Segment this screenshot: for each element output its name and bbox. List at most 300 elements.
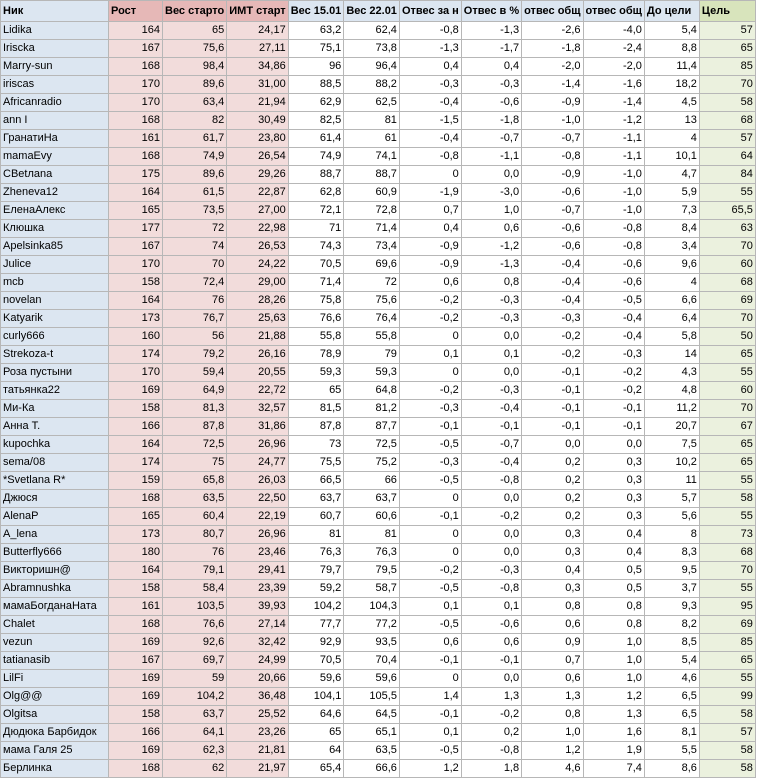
cell-col-height[interactable]: 170 bbox=[109, 94, 163, 112]
cell-col-to-goal[interactable]: 13 bbox=[644, 112, 699, 130]
cell-col-weight-15-01[interactable]: 104,1 bbox=[288, 688, 344, 706]
cell-col-weight-22-01[interactable]: 66 bbox=[344, 472, 400, 490]
cell-col-height[interactable]: 167 bbox=[109, 238, 163, 256]
cell-col-goal[interactable]: 99 bbox=[699, 688, 755, 706]
cell-col-weight-15-01[interactable]: 88,7 bbox=[288, 166, 344, 184]
column-header-col-loss-week[interactable]: Отвес за н bbox=[399, 1, 461, 22]
cell-col-weight-22-01[interactable]: 105,5 bbox=[344, 688, 400, 706]
cell-col-loss-total[interactable]: -0,4 bbox=[522, 292, 583, 310]
cell-col-start-bmi[interactable]: 24,22 bbox=[227, 256, 288, 274]
cell-col-weight-22-01[interactable]: 64,5 bbox=[344, 706, 400, 724]
cell-col-weight-22-01[interactable]: 63,5 bbox=[344, 742, 400, 760]
cell-col-start-bmi[interactable]: 22,19 bbox=[227, 508, 288, 526]
cell-col-loss-total[interactable]: 1,3 bbox=[522, 688, 583, 706]
cell-col-loss-total[interactable]: -0,8 bbox=[522, 148, 583, 166]
cell-col-start-bmi[interactable]: 26,03 bbox=[227, 472, 288, 490]
cell-col-goal[interactable]: 55 bbox=[699, 508, 755, 526]
cell-col-loss-percent[interactable]: -3,0 bbox=[461, 184, 521, 202]
cell-col-nick[interactable]: Роза пустыни bbox=[1, 364, 109, 382]
cell-col-loss-total-percent[interactable]: 1,0 bbox=[583, 670, 644, 688]
cell-col-loss-total[interactable]: 0,2 bbox=[522, 508, 583, 526]
cell-col-nick[interactable]: Apelsinka85 bbox=[1, 238, 109, 256]
cell-col-start-weight[interactable]: 72,5 bbox=[163, 436, 227, 454]
cell-col-goal[interactable]: 65 bbox=[699, 436, 755, 454]
cell-col-start-bmi[interactable]: 32,42 bbox=[227, 634, 288, 652]
cell-col-loss-percent[interactable]: -0,8 bbox=[461, 472, 521, 490]
cell-col-start-weight[interactable]: 64,9 bbox=[163, 382, 227, 400]
cell-col-loss-total-percent[interactable]: -0,4 bbox=[583, 328, 644, 346]
cell-col-goal[interactable]: 70 bbox=[699, 310, 755, 328]
cell-col-nick[interactable]: vezun bbox=[1, 634, 109, 652]
cell-col-start-bmi[interactable]: 24,77 bbox=[227, 454, 288, 472]
cell-col-loss-total[interactable]: -1,8 bbox=[522, 40, 583, 58]
cell-col-loss-total[interactable]: 1,0 bbox=[522, 724, 583, 742]
cell-col-loss-percent[interactable]: 0,0 bbox=[461, 490, 521, 508]
cell-col-weight-22-01[interactable]: 75,6 bbox=[344, 292, 400, 310]
cell-col-loss-percent[interactable]: -0,3 bbox=[461, 76, 521, 94]
cell-col-nick[interactable]: Берлинка bbox=[1, 760, 109, 778]
cell-col-loss-total-percent[interactable]: -4,0 bbox=[583, 22, 644, 40]
cell-col-loss-total[interactable]: 0,3 bbox=[522, 544, 583, 562]
cell-col-loss-percent[interactable]: -0,1 bbox=[461, 418, 521, 436]
column-header-col-to-goal[interactable]: До цели bbox=[644, 1, 699, 22]
column-header-col-weight-22-01[interactable]: Вес 22.01 bbox=[344, 1, 400, 22]
cell-col-start-bmi[interactable]: 25,52 bbox=[227, 706, 288, 724]
cell-col-height[interactable]: 174 bbox=[109, 346, 163, 364]
cell-col-start-bmi[interactable]: 30,49 bbox=[227, 112, 288, 130]
column-header-col-loss-total[interactable]: отвес общ bbox=[522, 1, 583, 22]
cell-col-loss-total[interactable]: 0,7 bbox=[522, 652, 583, 670]
cell-col-loss-week[interactable]: 0,6 bbox=[399, 274, 461, 292]
cell-col-weight-22-01[interactable]: 74,1 bbox=[344, 148, 400, 166]
cell-col-loss-total-percent[interactable]: -1,1 bbox=[583, 148, 644, 166]
cell-col-loss-total[interactable]: 0,0 bbox=[522, 436, 583, 454]
cell-col-loss-week[interactable]: 0 bbox=[399, 328, 461, 346]
cell-col-height[interactable]: 167 bbox=[109, 40, 163, 58]
cell-col-to-goal[interactable]: 4,8 bbox=[644, 382, 699, 400]
cell-col-start-bmi[interactable]: 26,16 bbox=[227, 346, 288, 364]
cell-col-goal[interactable]: 73 bbox=[699, 526, 755, 544]
cell-col-weight-15-01[interactable]: 62,9 bbox=[288, 94, 344, 112]
cell-col-start-weight[interactable]: 80,7 bbox=[163, 526, 227, 544]
cell-col-weight-15-01[interactable]: 59,2 bbox=[288, 580, 344, 598]
cell-col-to-goal[interactable]: 14 bbox=[644, 346, 699, 364]
cell-col-weight-15-01[interactable]: 74,9 bbox=[288, 148, 344, 166]
cell-col-start-weight[interactable]: 69,7 bbox=[163, 652, 227, 670]
cell-col-to-goal[interactable]: 4,3 bbox=[644, 364, 699, 382]
cell-col-height[interactable]: 166 bbox=[109, 418, 163, 436]
cell-col-start-weight[interactable]: 98,4 bbox=[163, 58, 227, 76]
cell-col-nick[interactable]: Ми-Ка bbox=[1, 400, 109, 418]
cell-col-loss-percent[interactable]: 0,8 bbox=[461, 274, 521, 292]
cell-col-loss-total-percent[interactable]: -0,5 bbox=[583, 292, 644, 310]
cell-col-loss-total-percent[interactable]: 0,4 bbox=[583, 526, 644, 544]
cell-col-start-bmi[interactable]: 24,99 bbox=[227, 652, 288, 670]
cell-col-loss-total[interactable]: -0,2 bbox=[522, 346, 583, 364]
cell-col-loss-week[interactable]: -0,8 bbox=[399, 148, 461, 166]
cell-col-loss-week[interactable]: -0,1 bbox=[399, 508, 461, 526]
cell-col-loss-total-percent[interactable]: -1,0 bbox=[583, 202, 644, 220]
cell-col-to-goal[interactable]: 5,7 bbox=[644, 490, 699, 508]
cell-col-goal[interactable]: 55 bbox=[699, 184, 755, 202]
cell-col-weight-15-01[interactable]: 65 bbox=[288, 724, 344, 742]
cell-col-loss-total-percent[interactable]: -1,0 bbox=[583, 166, 644, 184]
cell-col-start-weight[interactable]: 58,4 bbox=[163, 580, 227, 598]
cell-col-nick[interactable]: Lidika bbox=[1, 22, 109, 40]
cell-col-weight-15-01[interactable]: 87,8 bbox=[288, 418, 344, 436]
cell-col-loss-total-percent[interactable]: 0,5 bbox=[583, 562, 644, 580]
cell-col-height[interactable]: 170 bbox=[109, 76, 163, 94]
cell-col-loss-total[interactable]: 0,6 bbox=[522, 616, 583, 634]
cell-col-weight-15-01[interactable]: 71 bbox=[288, 220, 344, 238]
cell-col-start-weight[interactable]: 63,4 bbox=[163, 94, 227, 112]
cell-col-weight-22-01[interactable]: 96,4 bbox=[344, 58, 400, 76]
cell-col-start-bmi[interactable]: 27,14 bbox=[227, 616, 288, 634]
cell-col-weight-22-01[interactable]: 55,8 bbox=[344, 328, 400, 346]
cell-col-height[interactable]: 168 bbox=[109, 490, 163, 508]
cell-col-weight-15-01[interactable]: 104,2 bbox=[288, 598, 344, 616]
cell-col-loss-week[interactable]: 0 bbox=[399, 544, 461, 562]
cell-col-to-goal[interactable]: 8,3 bbox=[644, 544, 699, 562]
cell-col-weight-15-01[interactable]: 63,7 bbox=[288, 490, 344, 508]
cell-col-start-weight[interactable]: 63,5 bbox=[163, 490, 227, 508]
cell-col-loss-total-percent[interactable]: 0,3 bbox=[583, 454, 644, 472]
cell-col-weight-15-01[interactable]: 78,9 bbox=[288, 346, 344, 364]
cell-col-start-bmi[interactable]: 23,80 bbox=[227, 130, 288, 148]
cell-col-loss-percent[interactable]: -0,3 bbox=[461, 310, 521, 328]
cell-col-start-bmi[interactable]: 23,26 bbox=[227, 724, 288, 742]
cell-col-weight-15-01[interactable]: 70,5 bbox=[288, 652, 344, 670]
cell-col-loss-percent[interactable]: 1,3 bbox=[461, 688, 521, 706]
cell-col-loss-total[interactable]: -0,6 bbox=[522, 184, 583, 202]
cell-col-loss-total-percent[interactable]: 0,3 bbox=[583, 490, 644, 508]
cell-col-loss-total-percent[interactable]: 1,9 bbox=[583, 742, 644, 760]
cell-col-to-goal[interactable]: 20,7 bbox=[644, 418, 699, 436]
cell-col-goal[interactable]: 68 bbox=[699, 274, 755, 292]
cell-col-loss-total[interactable]: 0,8 bbox=[522, 598, 583, 616]
cell-col-weight-22-01[interactable]: 61 bbox=[344, 130, 400, 148]
cell-col-goal[interactable]: 70 bbox=[699, 76, 755, 94]
cell-col-loss-percent[interactable]: -0,2 bbox=[461, 508, 521, 526]
cell-col-to-goal[interactable]: 8,1 bbox=[644, 724, 699, 742]
cell-col-loss-percent[interactable]: -1,3 bbox=[461, 22, 521, 40]
cell-col-loss-week[interactable]: -1,5 bbox=[399, 112, 461, 130]
cell-col-to-goal[interactable]: 8,6 bbox=[644, 760, 699, 778]
column-header-col-start-weight[interactable]: Вес старто bbox=[163, 1, 227, 22]
cell-col-loss-week[interactable]: -0,5 bbox=[399, 616, 461, 634]
cell-col-loss-week[interactable]: -0,9 bbox=[399, 256, 461, 274]
cell-col-weight-22-01[interactable]: 79,5 bbox=[344, 562, 400, 580]
cell-col-loss-percent[interactable]: -0,8 bbox=[461, 580, 521, 598]
cell-col-loss-week[interactable]: 0 bbox=[399, 166, 461, 184]
cell-col-loss-percent[interactable]: -0,4 bbox=[461, 454, 521, 472]
cell-col-loss-percent[interactable]: -1,7 bbox=[461, 40, 521, 58]
cell-col-start-weight[interactable]: 76 bbox=[163, 544, 227, 562]
cell-col-weight-22-01[interactable]: 66,6 bbox=[344, 760, 400, 778]
cell-col-start-bmi[interactable]: 23,39 bbox=[227, 580, 288, 598]
cell-col-loss-total-percent[interactable]: 0,4 bbox=[583, 544, 644, 562]
cell-col-loss-total[interactable]: -0,4 bbox=[522, 274, 583, 292]
cell-col-loss-week[interactable]: 0,1 bbox=[399, 724, 461, 742]
cell-col-nick[interactable]: Клюшка bbox=[1, 220, 109, 238]
cell-col-loss-week[interactable]: -0,3 bbox=[399, 76, 461, 94]
cell-col-loss-total[interactable]: -0,1 bbox=[522, 382, 583, 400]
cell-col-weight-22-01[interactable]: 75,2 bbox=[344, 454, 400, 472]
cell-col-loss-week[interactable]: 1,4 bbox=[399, 688, 461, 706]
cell-col-loss-total-percent[interactable]: 0,3 bbox=[583, 508, 644, 526]
cell-col-loss-total-percent[interactable]: 1,2 bbox=[583, 688, 644, 706]
cell-col-nick[interactable]: Katyarik bbox=[1, 310, 109, 328]
cell-col-loss-total[interactable]: -0,1 bbox=[522, 364, 583, 382]
cell-col-height[interactable]: 168 bbox=[109, 760, 163, 778]
cell-col-loss-total-percent[interactable]: -0,2 bbox=[583, 382, 644, 400]
cell-col-weight-15-01[interactable]: 60,7 bbox=[288, 508, 344, 526]
cell-col-height[interactable]: 180 bbox=[109, 544, 163, 562]
cell-col-nick[interactable]: mamaEvy bbox=[1, 148, 109, 166]
cell-col-height[interactable]: 166 bbox=[109, 724, 163, 742]
cell-col-nick[interactable]: Zheneva12 bbox=[1, 184, 109, 202]
cell-col-height[interactable]: 170 bbox=[109, 364, 163, 382]
cell-col-start-bmi[interactable]: 21,97 bbox=[227, 760, 288, 778]
cell-col-nick[interactable]: татьянка22 bbox=[1, 382, 109, 400]
cell-col-start-weight[interactable]: 74 bbox=[163, 238, 227, 256]
cell-col-start-weight[interactable]: 104,2 bbox=[163, 688, 227, 706]
cell-col-loss-week[interactable]: 0,7 bbox=[399, 202, 461, 220]
cell-col-height[interactable]: 169 bbox=[109, 670, 163, 688]
cell-col-nick[interactable]: sema/08 bbox=[1, 454, 109, 472]
cell-col-loss-total-percent[interactable]: -0,2 bbox=[583, 364, 644, 382]
cell-col-loss-total[interactable]: -0,6 bbox=[522, 220, 583, 238]
cell-col-to-goal[interactable]: 8,5 bbox=[644, 634, 699, 652]
cell-col-height[interactable]: 158 bbox=[109, 706, 163, 724]
cell-col-height[interactable]: 168 bbox=[109, 616, 163, 634]
cell-col-to-goal[interactable]: 8,2 bbox=[644, 616, 699, 634]
cell-col-start-bmi[interactable]: 29,41 bbox=[227, 562, 288, 580]
cell-col-start-weight[interactable]: 81,3 bbox=[163, 400, 227, 418]
cell-col-to-goal[interactable]: 6,6 bbox=[644, 292, 699, 310]
cell-col-loss-week[interactable]: -0,8 bbox=[399, 22, 461, 40]
cell-col-nick[interactable]: Olg@@ bbox=[1, 688, 109, 706]
cell-col-nick[interactable]: curly666 bbox=[1, 328, 109, 346]
column-header-col-loss-total-percent[interactable]: отвес общ bbox=[583, 1, 644, 22]
cell-col-loss-week[interactable]: -0,1 bbox=[399, 706, 461, 724]
cell-col-weight-15-01[interactable]: 59,3 bbox=[288, 364, 344, 382]
cell-col-weight-22-01[interactable]: 62,4 bbox=[344, 22, 400, 40]
cell-col-loss-percent[interactable]: -0,4 bbox=[461, 400, 521, 418]
cell-col-loss-total-percent[interactable]: -0,6 bbox=[583, 274, 644, 292]
cell-col-start-weight[interactable]: 59 bbox=[163, 670, 227, 688]
cell-col-weight-15-01[interactable]: 61,4 bbox=[288, 130, 344, 148]
cell-col-loss-week[interactable]: 1,2 bbox=[399, 760, 461, 778]
cell-col-loss-week[interactable]: 0,4 bbox=[399, 58, 461, 76]
cell-col-to-goal[interactable]: 11,4 bbox=[644, 58, 699, 76]
cell-col-to-goal[interactable]: 8,8 bbox=[644, 40, 699, 58]
cell-col-to-goal[interactable]: 9,5 bbox=[644, 562, 699, 580]
cell-col-nick[interactable]: CBetлana bbox=[1, 166, 109, 184]
cell-col-height[interactable]: 165 bbox=[109, 508, 163, 526]
cell-col-goal[interactable]: 68 bbox=[699, 112, 755, 130]
cell-col-loss-week[interactable]: -0,9 bbox=[399, 238, 461, 256]
cell-col-height[interactable]: 174 bbox=[109, 454, 163, 472]
cell-col-start-weight[interactable]: 89,6 bbox=[163, 76, 227, 94]
cell-col-start-weight[interactable]: 62 bbox=[163, 760, 227, 778]
cell-col-start-bmi[interactable]: 32,57 bbox=[227, 400, 288, 418]
cell-col-goal[interactable]: 69 bbox=[699, 292, 755, 310]
cell-col-goal[interactable]: 84 bbox=[699, 166, 755, 184]
cell-col-weight-15-01[interactable]: 62,8 bbox=[288, 184, 344, 202]
cell-col-loss-percent[interactable]: -0,3 bbox=[461, 562, 521, 580]
cell-col-to-goal[interactable]: 3,7 bbox=[644, 580, 699, 598]
cell-col-goal[interactable]: 58 bbox=[699, 706, 755, 724]
cell-col-to-goal[interactable]: 4 bbox=[644, 274, 699, 292]
cell-col-to-goal[interactable]: 4,6 bbox=[644, 670, 699, 688]
cell-col-loss-percent[interactable]: 0,6 bbox=[461, 634, 521, 652]
cell-col-weight-15-01[interactable]: 79,7 bbox=[288, 562, 344, 580]
cell-col-loss-total[interactable]: 0,8 bbox=[522, 706, 583, 724]
cell-col-loss-total[interactable]: -2,6 bbox=[522, 22, 583, 40]
column-header-col-loss-percent[interactable]: Отвес в % bbox=[461, 1, 521, 22]
cell-col-nick[interactable]: LilFi bbox=[1, 670, 109, 688]
cell-col-goal[interactable]: 57 bbox=[699, 130, 755, 148]
cell-col-weight-15-01[interactable]: 64 bbox=[288, 742, 344, 760]
cell-col-nick[interactable]: мама Галя 25 bbox=[1, 742, 109, 760]
cell-col-to-goal[interactable]: 11 bbox=[644, 472, 699, 490]
cell-col-loss-total[interactable]: 0,9 bbox=[522, 634, 583, 652]
cell-col-loss-total[interactable]: -0,3 bbox=[522, 310, 583, 328]
cell-col-weight-22-01[interactable]: 76,3 bbox=[344, 544, 400, 562]
cell-col-loss-total[interactable]: -0,7 bbox=[522, 130, 583, 148]
cell-col-start-weight[interactable]: 61,7 bbox=[163, 130, 227, 148]
cell-col-loss-total-percent[interactable]: 0,3 bbox=[583, 472, 644, 490]
cell-col-loss-total[interactable]: 0,4 bbox=[522, 562, 583, 580]
cell-col-start-weight[interactable]: 72 bbox=[163, 220, 227, 238]
cell-col-loss-total[interactable]: 0,2 bbox=[522, 490, 583, 508]
cell-col-to-goal[interactable]: 3,4 bbox=[644, 238, 699, 256]
cell-col-goal[interactable]: 55 bbox=[699, 472, 755, 490]
cell-col-nick[interactable]: tatianasib bbox=[1, 652, 109, 670]
cell-col-nick[interactable]: Abramnushka bbox=[1, 580, 109, 598]
cell-col-weight-22-01[interactable]: 73,8 bbox=[344, 40, 400, 58]
cell-col-nick[interactable]: A_lena bbox=[1, 526, 109, 544]
cell-col-loss-percent[interactable]: -0,7 bbox=[461, 436, 521, 454]
cell-col-goal[interactable]: 70 bbox=[699, 400, 755, 418]
cell-col-goal[interactable]: 65 bbox=[699, 454, 755, 472]
cell-col-weight-22-01[interactable]: 72 bbox=[344, 274, 400, 292]
cell-col-to-goal[interactable]: 5,4 bbox=[644, 652, 699, 670]
cell-col-nick[interactable]: Chalet bbox=[1, 616, 109, 634]
cell-col-height[interactable]: 173 bbox=[109, 310, 163, 328]
cell-col-loss-percent[interactable]: 1,8 bbox=[461, 760, 521, 778]
cell-col-nick[interactable]: iriscas bbox=[1, 76, 109, 94]
cell-col-start-weight[interactable]: 62,3 bbox=[163, 742, 227, 760]
cell-col-start-bmi[interactable]: 24,17 bbox=[227, 22, 288, 40]
cell-col-goal[interactable]: 64 bbox=[699, 148, 755, 166]
cell-col-loss-week[interactable]: -0,2 bbox=[399, 310, 461, 328]
cell-col-weight-15-01[interactable]: 59,6 bbox=[288, 670, 344, 688]
cell-col-start-weight[interactable]: 87,8 bbox=[163, 418, 227, 436]
cell-col-goal[interactable]: 57 bbox=[699, 22, 755, 40]
cell-col-loss-percent[interactable]: -1,8 bbox=[461, 112, 521, 130]
cell-col-weight-15-01[interactable]: 66,5 bbox=[288, 472, 344, 490]
cell-col-goal[interactable]: 95 bbox=[699, 598, 755, 616]
cell-col-loss-total-percent[interactable]: 0,5 bbox=[583, 580, 644, 598]
cell-col-height[interactable]: 169 bbox=[109, 382, 163, 400]
cell-col-weight-22-01[interactable]: 81 bbox=[344, 526, 400, 544]
cell-col-weight-22-01[interactable]: 64,8 bbox=[344, 382, 400, 400]
cell-col-weight-15-01[interactable]: 73 bbox=[288, 436, 344, 454]
cell-col-weight-15-01[interactable]: 64,6 bbox=[288, 706, 344, 724]
cell-col-nick[interactable]: kupochka bbox=[1, 436, 109, 454]
column-header-col-start-bmi[interactable]: ИМТ старт bbox=[227, 1, 288, 22]
cell-col-nick[interactable]: mcb bbox=[1, 274, 109, 292]
cell-col-to-goal[interactable]: 7,5 bbox=[644, 436, 699, 454]
cell-col-height[interactable]: 168 bbox=[109, 58, 163, 76]
cell-col-nick[interactable]: AlenaP bbox=[1, 508, 109, 526]
cell-col-height[interactable]: 161 bbox=[109, 130, 163, 148]
cell-col-nick[interactable]: ЕленаАлекс bbox=[1, 202, 109, 220]
cell-col-weight-22-01[interactable]: 69,6 bbox=[344, 256, 400, 274]
cell-col-loss-total[interactable]: 0,6 bbox=[522, 670, 583, 688]
cell-col-loss-week[interactable]: -1,3 bbox=[399, 40, 461, 58]
cell-col-goal[interactable]: 65,5 bbox=[699, 202, 755, 220]
cell-col-start-weight[interactable]: 65 bbox=[163, 22, 227, 40]
cell-col-loss-percent[interactable]: 0,0 bbox=[461, 544, 521, 562]
cell-col-nick[interactable]: Дюдюка Барбидок bbox=[1, 724, 109, 742]
cell-col-loss-total-percent[interactable]: -0,8 bbox=[583, 238, 644, 256]
cell-col-loss-total[interactable]: -0,4 bbox=[522, 256, 583, 274]
cell-col-to-goal[interactable]: 4,7 bbox=[644, 166, 699, 184]
cell-col-loss-percent[interactable]: -1,1 bbox=[461, 148, 521, 166]
cell-col-weight-22-01[interactable]: 62,5 bbox=[344, 94, 400, 112]
cell-col-weight-15-01[interactable]: 82,5 bbox=[288, 112, 344, 130]
cell-col-loss-total[interactable]: -0,9 bbox=[522, 166, 583, 184]
cell-col-height[interactable]: 159 bbox=[109, 472, 163, 490]
cell-col-loss-percent[interactable]: -0,8 bbox=[461, 742, 521, 760]
cell-col-loss-total-percent[interactable]: 1,0 bbox=[583, 634, 644, 652]
cell-col-start-bmi[interactable]: 22,72 bbox=[227, 382, 288, 400]
cell-col-start-weight[interactable]: 75 bbox=[163, 454, 227, 472]
cell-col-loss-total-percent[interactable]: 0,8 bbox=[583, 616, 644, 634]
cell-col-loss-total[interactable]: -0,9 bbox=[522, 94, 583, 112]
cell-col-loss-total-percent[interactable]: -1,4 bbox=[583, 94, 644, 112]
cell-col-start-bmi[interactable]: 31,00 bbox=[227, 76, 288, 94]
cell-col-height[interactable]: 177 bbox=[109, 220, 163, 238]
cell-col-loss-percent[interactable]: 0,2 bbox=[461, 724, 521, 742]
cell-col-weight-15-01[interactable]: 65,4 bbox=[288, 760, 344, 778]
cell-col-nick[interactable]: *Svetlana R* bbox=[1, 472, 109, 490]
cell-col-loss-total[interactable]: -0,6 bbox=[522, 238, 583, 256]
cell-col-start-bmi[interactable]: 29,00 bbox=[227, 274, 288, 292]
cell-col-start-bmi[interactable]: 34,86 bbox=[227, 58, 288, 76]
cell-col-loss-percent[interactable]: -0,6 bbox=[461, 94, 521, 112]
cell-col-start-weight[interactable]: 59,4 bbox=[163, 364, 227, 382]
cell-col-nick[interactable]: Julice bbox=[1, 256, 109, 274]
cell-col-loss-percent[interactable]: 0,6 bbox=[461, 220, 521, 238]
cell-col-loss-percent[interactable]: -1,3 bbox=[461, 256, 521, 274]
cell-col-loss-total-percent[interactable]: -0,8 bbox=[583, 220, 644, 238]
cell-col-loss-percent[interactable]: 0,1 bbox=[461, 346, 521, 364]
cell-col-start-weight[interactable]: 73,5 bbox=[163, 202, 227, 220]
cell-col-loss-total[interactable]: -0,1 bbox=[522, 400, 583, 418]
cell-col-start-bmi[interactable]: 26,96 bbox=[227, 436, 288, 454]
cell-col-goal[interactable]: 63 bbox=[699, 220, 755, 238]
cell-col-loss-total[interactable]: -1,0 bbox=[522, 112, 583, 130]
cell-col-loss-total-percent[interactable]: -0,1 bbox=[583, 418, 644, 436]
cell-col-to-goal[interactable]: 9,6 bbox=[644, 256, 699, 274]
cell-col-start-weight[interactable]: 103,5 bbox=[163, 598, 227, 616]
cell-col-height[interactable]: 164 bbox=[109, 184, 163, 202]
cell-col-weight-22-01[interactable]: 73,4 bbox=[344, 238, 400, 256]
